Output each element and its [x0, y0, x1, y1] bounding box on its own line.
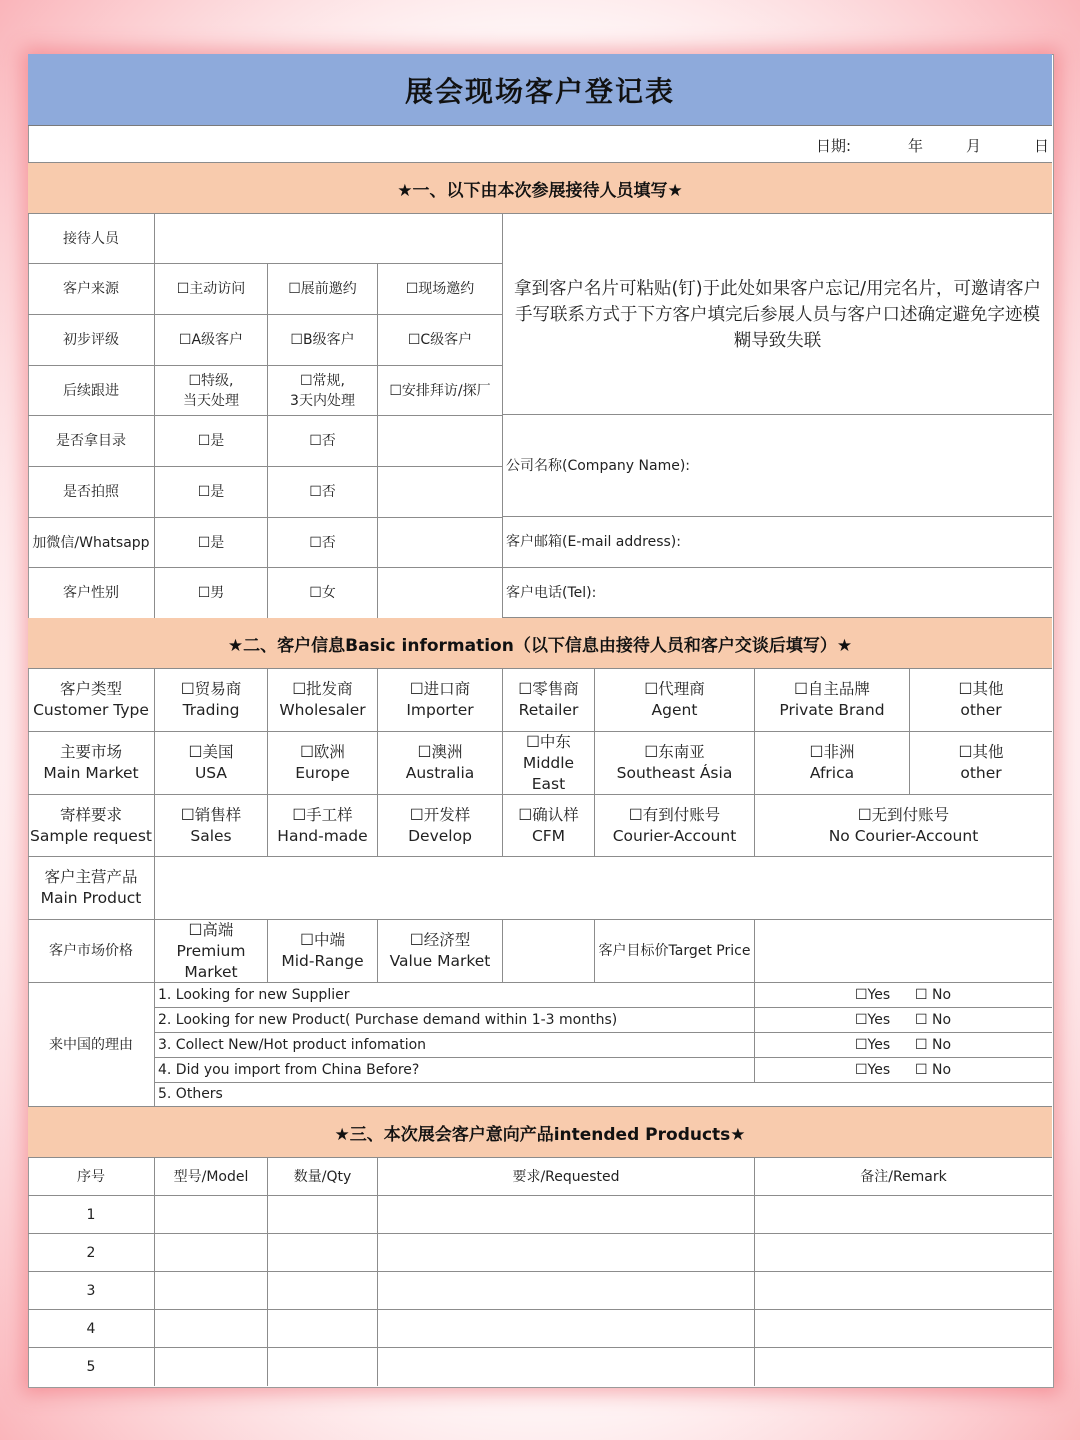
column-header: 数量/Qty [268, 1158, 378, 1196]
reason-item: 1. Looking for new Supplier [155, 983, 755, 1008]
product-cell[interactable] [268, 1272, 378, 1310]
customer-type-option[interactable]: ☐进口商 Importer [378, 669, 503, 732]
main-product-label: 客户主营产品 Main Product [28, 857, 155, 920]
business-card-note: 拿到客户名片可粘贴(钉)于此处如果客户忘记/用完名片，可邀请客户手写联系方式于下方客户填完后参展人员与客户口述确定避免字迹模糊导致失联 [503, 214, 1052, 415]
section1-option[interactable]: ☐否 [268, 467, 378, 518]
product-cell[interactable] [378, 1234, 755, 1272]
company-name-field[interactable]: 公司名称(Company Name): [503, 415, 1052, 517]
column-header: 型号/Model [155, 1158, 268, 1196]
section1-option[interactable]: ☐女 [268, 568, 378, 619]
section1-row-label: 是否拍照 [28, 467, 155, 518]
section1-option[interactable]: ☐否 [268, 518, 378, 568]
customer-type-option[interactable]: ☐其他 other [910, 669, 1052, 732]
reason-answer [755, 1008, 1052, 1033]
product-cell[interactable] [155, 1196, 268, 1234]
customer-type-option[interactable]: ☐零售商 Retailer [503, 669, 595, 732]
product-cell[interactable] [268, 1234, 378, 1272]
row-number: 1 [28, 1196, 155, 1234]
no-checkbox[interactable]: ☐ No [915, 1037, 952, 1053]
yes-checkbox[interactable]: ☐Yes [855, 987, 891, 1003]
section1-header: ★一、以下由本次参展接待人员填写★ [28, 163, 1052, 214]
target-price-field[interactable] [755, 920, 1052, 983]
sample-request-option[interactable]: ☐手工样 Hand-made [268, 795, 378, 857]
product-cell[interactable] [378, 1348, 755, 1386]
reason-others[interactable]: 5. Others [155, 1082, 1052, 1107]
column-header: 要求/Requested [378, 1158, 755, 1196]
section1-empty-cell [378, 467, 503, 518]
sample-request-option[interactable]: ☐开发样 Develop [378, 795, 503, 857]
target-price-label: 客户目标价Target Price [595, 920, 755, 983]
sample-request-option[interactable]: ☐无到付账号 No Courier-Account [755, 795, 1052, 857]
yes-checkbox[interactable]: ☐Yes [855, 1062, 891, 1078]
price-premium-option[interactable]: ☐高端 Premium Market [155, 920, 268, 983]
form-title: 展会现场客户登记表 [28, 54, 1052, 126]
section1-option[interactable]: ☐安排拜访/探厂 [378, 366, 503, 416]
main-product-field[interactable] [155, 857, 1052, 920]
section3-header: ★三、本次展会客户意向产品intended Products★ [28, 1107, 1052, 1158]
section1-row-label: 客户来源 [28, 264, 155, 315]
customer-type-label: 客户类型 Customer Type [28, 669, 155, 732]
main-market-option[interactable]: ☐美国 USA [155, 732, 268, 795]
section1-option[interactable]: ☐常规, 3天内处理 [268, 366, 378, 416]
product-cell[interactable] [755, 1272, 1052, 1310]
section1-empty-cell [378, 518, 503, 568]
product-cell[interactable] [155, 1310, 268, 1348]
section1-option[interactable]: ☐A级客户 [155, 315, 268, 366]
product-cell[interactable] [155, 1348, 268, 1386]
sample-request-option[interactable]: ☐销售样 Sales [155, 795, 268, 857]
product-cell[interactable] [378, 1310, 755, 1348]
section1-empty-cell [378, 416, 503, 467]
product-cell[interactable] [268, 1310, 378, 1348]
yes-checkbox[interactable]: ☐Yes [855, 1037, 891, 1053]
row-number: 2 [28, 1234, 155, 1272]
product-cell[interactable] [378, 1272, 755, 1310]
product-cell[interactable] [155, 1272, 268, 1310]
section1-option[interactable]: ☐展前邀约 [268, 264, 378, 315]
section1-option[interactable]: ☐是 [155, 518, 268, 568]
price-empty-cell [503, 920, 595, 983]
section1-option[interactable]: ☐是 [155, 416, 268, 467]
product-cell[interactable] [755, 1348, 1052, 1386]
customer-type-option[interactable]: ☐自主品牌 Private Brand [755, 669, 910, 732]
date-month: 月 [966, 137, 982, 155]
section1-row-label: 加微信/Whatsapp [28, 518, 155, 568]
reason-item: 3. Collect New/Hot product infomation [155, 1033, 755, 1058]
sample-request-option[interactable]: ☐确认样 CFM [503, 795, 595, 857]
section1-row-label: 客户性别 [28, 568, 155, 619]
no-checkbox[interactable]: ☐ No [915, 1012, 952, 1028]
section1-option[interactable]: ☐特级, 当天处理 [155, 366, 268, 416]
reason-answer [755, 1033, 1052, 1058]
customer-type-option[interactable]: ☐代理商 Agent [595, 669, 755, 732]
product-cell[interactable] [755, 1234, 1052, 1272]
date-day: 日 [1034, 137, 1050, 155]
product-cell[interactable] [268, 1348, 378, 1386]
date-line [28, 125, 1052, 163]
section1-option[interactable]: ☐B级客户 [268, 315, 378, 366]
section1-option[interactable]: ☐C级客户 [378, 315, 503, 366]
no-checkbox[interactable]: ☐ No [915, 987, 952, 1003]
main-market-option[interactable]: ☐澳洲 Australia [378, 732, 503, 795]
customer-type-option[interactable]: ☐贸易商 Trading [155, 669, 268, 732]
section1-row-label: 后续跟进 [28, 366, 155, 416]
reason-answer [755, 1058, 1052, 1083]
sample-request-option[interactable]: ☐有到付账号 Courier-Account [595, 795, 755, 857]
main-market-option[interactable]: ☐东南亚 Southeast Ásia [595, 732, 755, 795]
date-label: 日期: [816, 137, 852, 155]
column-header: 序号 [28, 1158, 155, 1196]
reason-answer [755, 983, 1052, 1008]
main-market-option[interactable]: ☐欧洲 Europe [268, 732, 378, 795]
row-number: 4 [28, 1310, 155, 1348]
email-field[interactable]: 客户邮箱(E-mail address): [503, 517, 1052, 568]
section1-option[interactable]: ☐现场邀约 [378, 264, 503, 315]
price-midrange-option[interactable]: ☐中端 Mid-Range [268, 920, 378, 983]
main-market-option[interactable]: ☐中东 Middle East [503, 732, 595, 795]
main-market-option[interactable]: ☐非洲 Africa [755, 732, 910, 795]
product-cell[interactable] [268, 1196, 378, 1234]
product-cell[interactable] [755, 1310, 1052, 1348]
row-number: 5 [28, 1348, 155, 1386]
section1-option[interactable]: ☐男 [155, 568, 268, 619]
row-number: 3 [28, 1272, 155, 1310]
product-cell[interactable] [378, 1196, 755, 1234]
section1-row-label: 初步评级 [28, 315, 155, 366]
tel-field[interactable]: 客户电话(Tel): [503, 568, 1052, 618]
main-market-label: 主要市场 Main Market [28, 732, 155, 795]
market-price-label: 客户市场价格 [28, 920, 155, 983]
receptionist-field[interactable] [155, 214, 503, 264]
customer-type-option[interactable]: ☐批发商 Wholesaler [268, 669, 378, 732]
main-market-option[interactable]: ☐其他 other [910, 732, 1052, 795]
section1-option[interactable]: ☐是 [155, 467, 268, 518]
column-header: 备注/Remark [755, 1158, 1052, 1196]
sample-request-label: 寄样要求 Sample request [28, 795, 155, 857]
product-cell[interactable] [755, 1196, 1052, 1234]
section2-header: ★二、客户信息Basic information（以下信息由接待人员和客户交谈后填写）★ [28, 618, 1052, 669]
product-cell[interactable] [155, 1234, 268, 1272]
reason-item: 2. Looking for new Product( Purchase demand within 1-3 months) [155, 1008, 755, 1033]
reason-item: 4. Did you import from China Before? [155, 1058, 755, 1083]
section1-row-label: 是否拿目录 [28, 416, 155, 467]
price-value-option[interactable]: ☐经济型 Value Market [378, 920, 503, 983]
section1-row-label: 接待人员 [28, 214, 155, 264]
reason-label: 来中国的理由 [28, 983, 155, 1107]
section1-empty-cell [378, 568, 503, 619]
section1-option[interactable]: ☐主动访问 [155, 264, 268, 315]
no-checkbox[interactable]: ☐ No [915, 1062, 952, 1078]
date-year: 年 [908, 137, 924, 155]
yes-checkbox[interactable]: ☐Yes [855, 1012, 891, 1028]
section1-option[interactable]: ☐否 [268, 416, 378, 467]
